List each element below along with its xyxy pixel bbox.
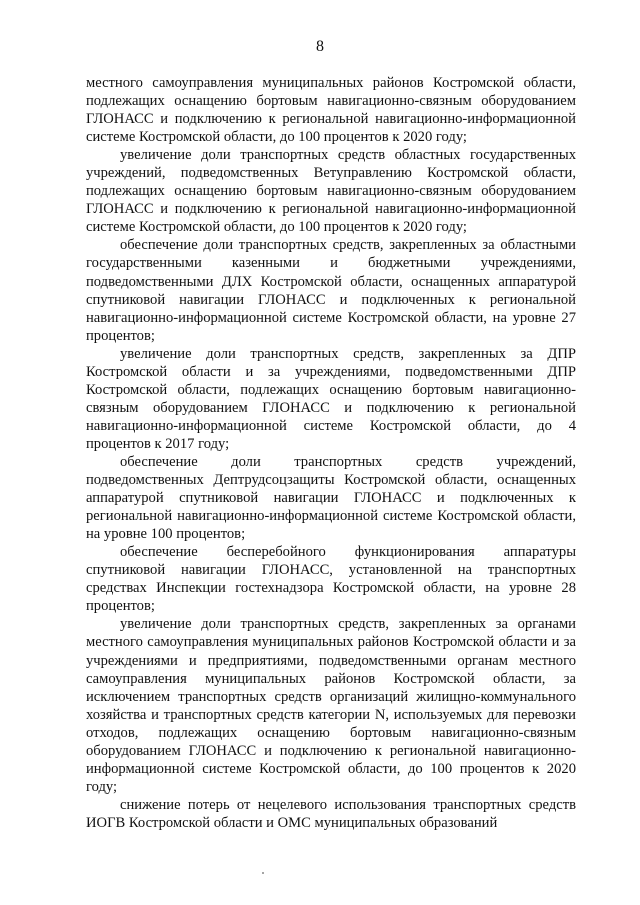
paragraph-gostehnadzor: обеспечение бесперебойного функционирования аппаратуры спутниковой навигации ГЛОНАСС, установленной на транспортных средствах Инспекции гостехнадзора Костромской области, на уровне 28 процентов; bbox=[86, 544, 576, 615]
paragraph-losses-reduction: снижение потерь от нецелевого использования транспортных средств ИОГВ Костромской области и ОМС муниципальных образований bbox=[86, 796, 576, 831]
page-number: 8 bbox=[316, 38, 324, 55]
body-text bbox=[86, 74, 576, 832]
paragraph-continuation: местного самоуправления муниципальных районов Костромской области, подлежащих оснащению бортовым навигационно-связным оборудованием ГЛОНАСС и подключению к региональной навигационно-информационной системе Костромской области, до 100 процентов к 2020 году; bbox=[86, 75, 576, 146]
paragraph-vetupravlenie: увеличение доли транспортных средств областных государственных учреждений, подведомственных Ветуправлению Костромской области, подлежащих оснащению бортовым навигационно-связным оборудованием ГЛОНАСС и подключению к региональной навигационно-информационной системе Костромской области, до 100 процентов к 2020 году; bbox=[86, 147, 576, 236]
paragraph-deptrudsoczashchita: обеспечение доли транспортных средств учреждений, подведомственных Дептрудсоцзащиты Костромской области, оснащенных аппаратурой спутниковой навигации ГЛОНАСС и подключенных к региональной навигационно-информационной системе Костромской области, на уровне 100 процентов; bbox=[86, 453, 576, 543]
paragraph-dpr: увеличение доли транспортных средств, закрепленных за ДПР Костромской области и за учреждениями, подведомственными ДПР Костромской области, подлежащих оснащению бортовым навигационно-связным оборудованием ГЛОНАСС и подключению к региональной навигационно-информационной системе Костромской области, до 4 процентов к 2017 году; bbox=[86, 345, 576, 452]
paragraph-oms-municipal: увеличение доли транспортных средств, закрепленных за органами местного самоуправления муниципальных районов Костромской области и за учреждениями и предприятиями, подведомственными органам местного самоуправления муниципальных районов Костромской области, за исключением транспортных средств организаций жилищно-коммунального хозяйства и транспортных средств категории N, используемых для перевозки отходов, подлежащих оснащению бортовым навигационно-связным оборудованием ГЛОНАСС и подключению к региональной навигационно-информационной системе Костромской области, до 100 процентов к 2020 году; bbox=[86, 616, 576, 795]
paragraph-dlh: обеспечение доли транспортных средств, закрепленных за областными государственными казенными и бюджетными учреждениями, подведомственными ДЛХ Костромской области, оснащенных аппаратурой спутниковой навигации ГЛОНАСС и подключенных к региональной навигационно-информационной системе Костромской области, на уровне 27 процентов; bbox=[86, 237, 576, 344]
scan-speck bbox=[262, 872, 264, 874]
